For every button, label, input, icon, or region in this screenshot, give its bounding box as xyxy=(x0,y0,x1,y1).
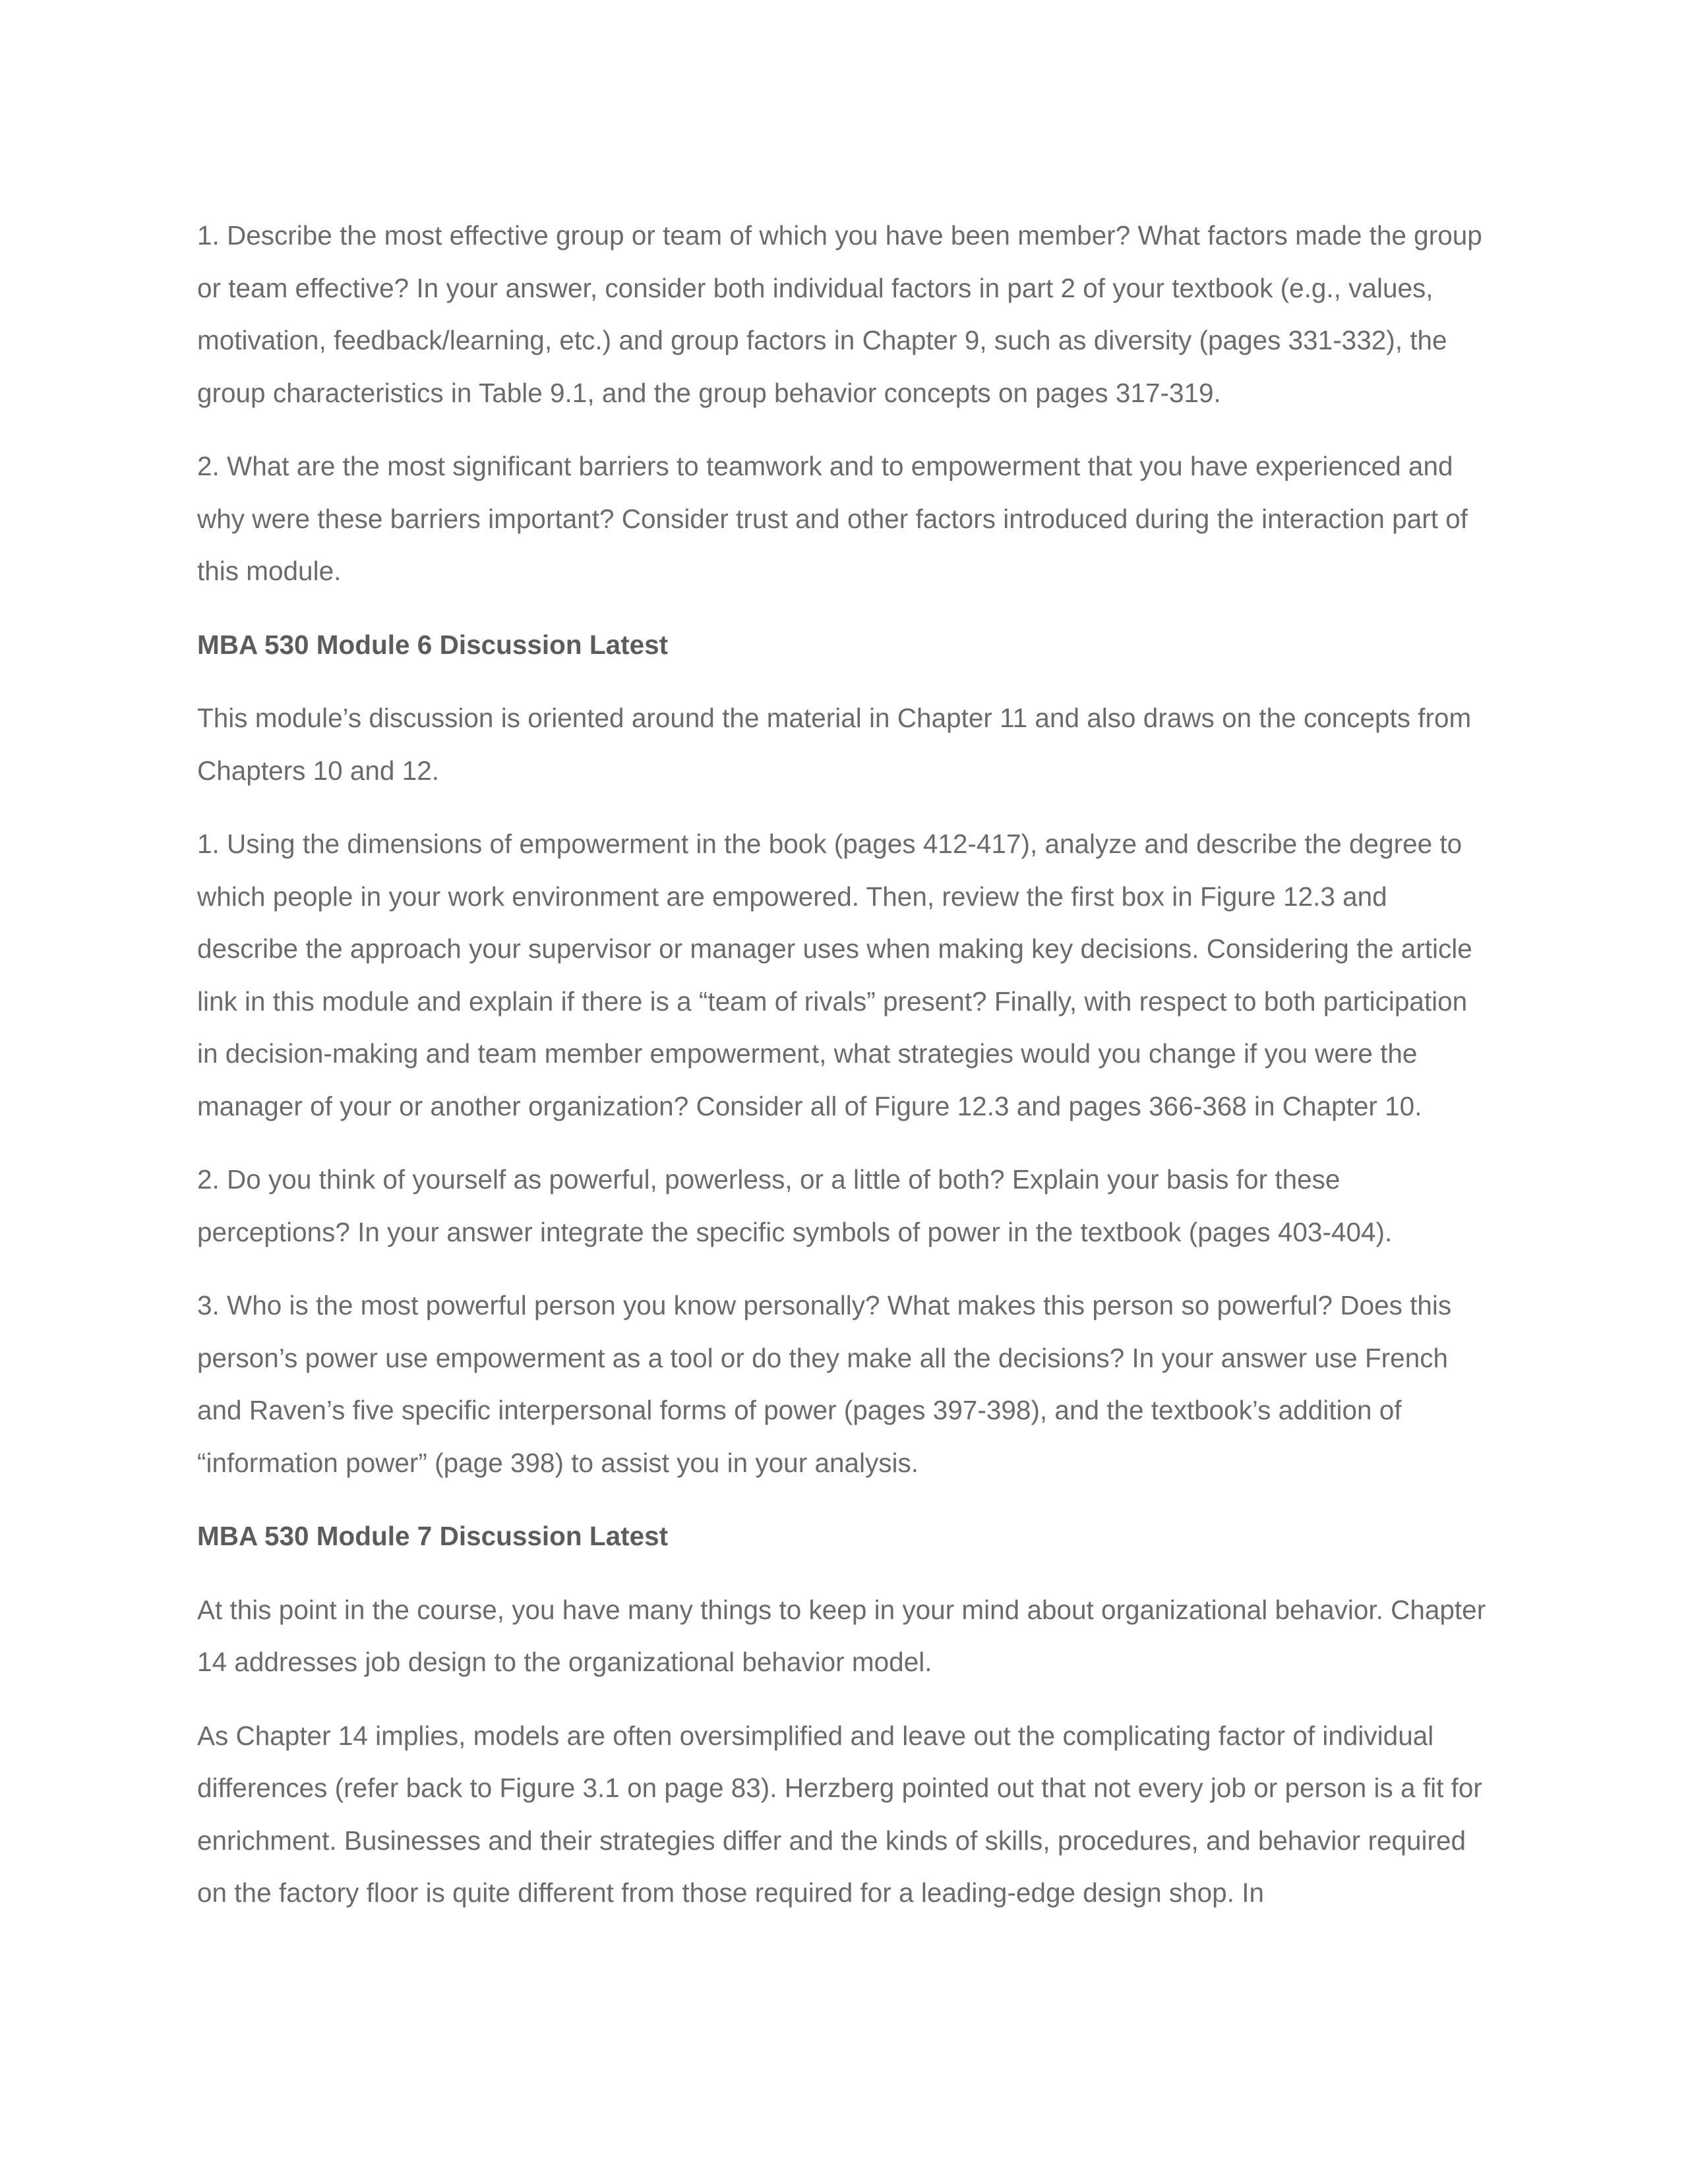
module7-heading: MBA 530 Module 7 Discussion Latest xyxy=(197,1521,669,1551)
module7-intro: At this point in the course, you have many things to keep in your mind about organizational behavior. Chapter 14 addresses job design to the organizational behavior model. xyxy=(197,1594,1486,1677)
module7-paragraph-2: As Chapter 14 implies, models are often oversimplified and leave out the complicating factor of individual differences (refer back to Figure 3.1 on page 83). Herzberg pointed out that not every job or person is a fit for enrichment. Businesses and their strategies differ and the kinds of skills, procedures, and behavior required on the factory floor is quite different from those required for a leading-edge design shop. In xyxy=(197,1720,1482,1908)
module6-question-1: 1. Using the dimensions of empowerment in the book (pages 412-417), analyze and describe the degree to which people in your work environment are empowered. Then, review the first box in Figure 12.3 and describe the approach your supervisor or manager uses when making key decisions. Considering the article link in this module and explain if there is a “team of rivals” present? Finally, with respect to both participation in decision-making and team member empowerment, what strategies would you change if you were the manager of your or another organization? Consider all of Figure 12.3 and pages 366-368 in Chapter 10. xyxy=(197,829,1472,1121)
module6-question-2: 2. Do you think of yourself as powerful, powerless, or a little of both? Explain your basis for these perceptions? In your answer integrate the specific symbols of power in the textbook (pages 403-404). xyxy=(197,1164,1393,1247)
module5-question-2: 2. What are the most significant barriers to teamwork and to empowerment that you have experienced and why were these barriers important? Consider trust and other factors introduced during the interaction part of this module. xyxy=(197,451,1468,586)
module6-question-3: 3. Who is the most powerful person you know personally? What makes this person so powerful? Does this person’s power use empowerment as a tool or do they make all the decisions? In your answer use French and Raven’s five specific interpersonal forms of power (pages 397-398), and the textbook’s addition of “information power” (page 398) to assist you in your analysis. xyxy=(197,1290,1452,1478)
module6-intro: This module’s discussion is oriented around the material in Chapter 11 and also draws on the concepts from Chapters 10 and 12. xyxy=(197,703,1472,786)
module5-question-1: 1. Describe the most effective group or team of which you have been member? What factors made the group or team effective? In your answer, consider both individual factors in part 2 of your textbook (e.g., values, motivation, feedback/learning, etc.) and group factors in Chapter 9, such as diversity (pages 331-332), the group characteristics in Table 9.1, and the group behavior concepts on pages 317-319. xyxy=(197,220,1482,408)
document-body xyxy=(197,210,1493,1941)
module6-heading: MBA 530 Module 6 Discussion Latest xyxy=(197,629,669,660)
